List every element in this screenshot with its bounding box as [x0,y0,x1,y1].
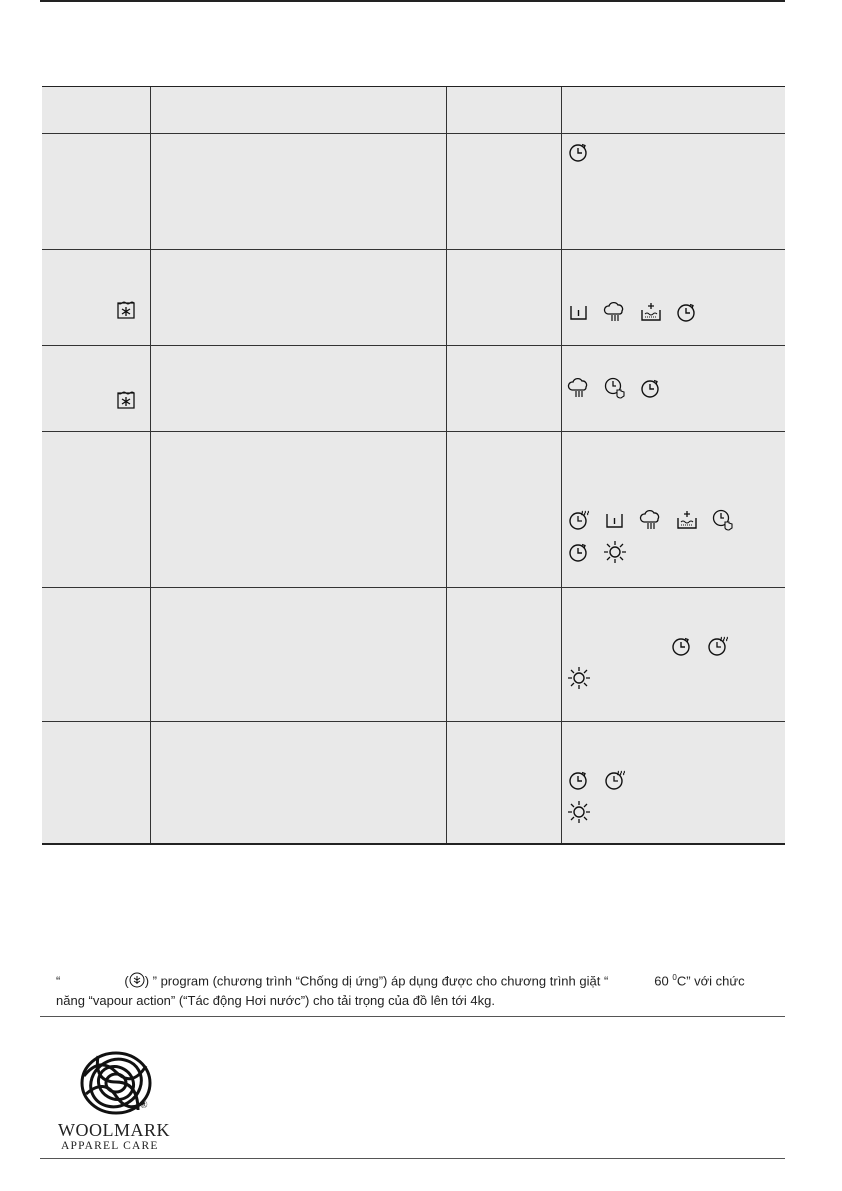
extra-water-icon [675,508,699,532]
registered-mark: ® [140,1100,148,1111]
table-row [42,346,785,432]
extra-water-icon [639,300,663,324]
cell-options [561,346,785,432]
cold-wash-icon [116,300,136,320]
cell-options [561,432,785,588]
vapour-icon [603,768,627,792]
cell-temperature [446,722,561,844]
steam-icon [567,376,591,400]
header-cell-temperature [446,87,561,134]
table-row [42,722,785,844]
delay-end-icon [639,376,663,400]
table-row [42,134,785,250]
bottom-rule [40,1158,785,1159]
note-part-2: ) ” program (chương trình “Chống dị ứng”) áp dụng được cho chương trình giặt “ [144,973,609,989]
cell-description [150,250,446,346]
cell-description [150,346,446,432]
note-temperature: 60 [654,973,673,989]
cell-temperature [446,346,561,432]
time-touch-icon [711,508,735,532]
cell-description [150,722,446,844]
delay-end-icon [567,540,591,564]
steam-icon [639,508,663,532]
table-row [42,588,785,722]
cell-options [561,250,785,346]
program-table [42,86,785,845]
note-part-1: ( [124,973,129,989]
cell-temperature [446,432,561,588]
note-quote-open: “ [56,973,61,989]
cell-program [42,588,150,722]
steam-icon [603,300,627,324]
woolmark-logo [58,1046,178,1156]
header-cell-options [561,87,785,134]
note-part-3: C” với chức năng “vapour action” (“Tác động Hơi nước”) cho tải trọng của đồ lên tới 4kg. [56,973,745,1009]
table-header-row [42,87,785,134]
top-rule [40,0,785,2]
delay-end-icon [670,634,694,658]
cell-program [42,432,150,588]
rinse-plus-icon [603,508,627,532]
delay-end-icon [675,300,699,324]
sun-icon [567,800,591,824]
cell-program [42,134,150,250]
cold-wash-icon [116,390,136,410]
sun-icon [567,666,591,690]
logo-title: WOOLMARK [58,1120,170,1140]
cell-program [42,346,150,432]
allergy-note [56,968,776,1011]
time-touch-icon [603,376,627,400]
cell-program [42,722,150,844]
table-row [42,250,785,346]
cell-options [561,722,785,844]
header-cell-description [150,87,446,134]
cell-options [561,588,785,722]
cell-temperature [446,588,561,722]
cell-description [150,432,446,588]
vapour-icon [706,634,730,658]
header-cell-program [42,87,150,134]
vapour-icon [567,508,591,532]
cell-temperature [446,134,561,250]
cell-temperature [446,250,561,346]
note-degree: 0 [672,973,677,982]
cell-program [42,250,150,346]
cell-description [150,134,446,250]
section-rule [40,1016,785,1017]
rinse-plus-icon [567,300,591,324]
delay-end-icon [567,768,591,792]
cell-description [150,588,446,722]
allergy-icon [129,972,145,988]
cell-options [561,134,785,250]
table-row [42,432,785,588]
sun-icon [603,540,627,564]
delay-end-icon [567,140,591,164]
logo-subtitle: APPAREL CARE [61,1140,159,1152]
